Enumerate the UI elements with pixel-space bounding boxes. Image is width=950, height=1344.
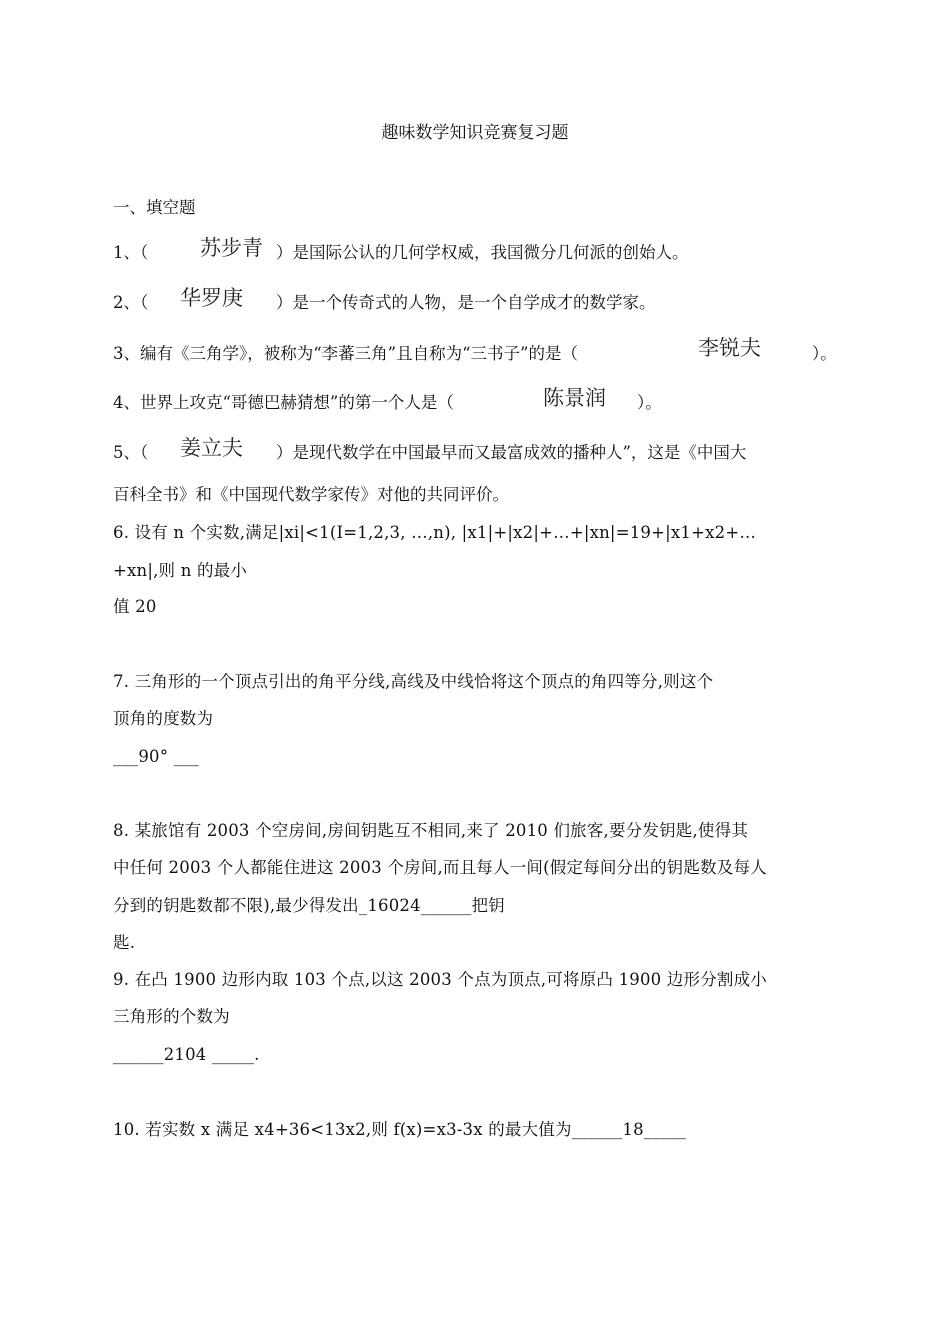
question-6-line-1: 6. 设有 n 个实数,满足|xi|<1(I=1,2,3, …,n), |x1|+|x2|+…+|xn|=19+|x1+x2+… xyxy=(113,523,757,542)
question-7-answer: ___90° ___ xyxy=(113,747,199,766)
question-5-text-line-2: 百科全书》和《中国现代数学家传》对他的共同评价。 xyxy=(113,485,509,504)
question-1-answer: 苏步青 xyxy=(200,236,263,260)
question-8-line-4: 匙. xyxy=(113,933,136,952)
question-2-answer: 华罗庚 xyxy=(180,286,243,310)
question-2-prefix: 2、（ xyxy=(113,293,149,312)
question-2-text: ）是一个传奇式的人物，是一个自学成才的数学家。 xyxy=(276,293,656,312)
question-1-text: ）是国际公认的几何学权威，我国微分几何派的创始人。 xyxy=(276,243,689,262)
question-9-line-2: 三角形的个数为 xyxy=(113,1007,230,1026)
question-6-answer: 值 20 xyxy=(113,597,157,616)
section-heading: 一、填空题 xyxy=(113,198,196,217)
question-4-answer: 陈景润 xyxy=(543,386,606,410)
question-10-line-1: 10. 若实数 x 满足 x4+36<13x2,则 f(x)=x3-3x 的最大值为______18_____ xyxy=(113,1120,687,1139)
question-7-line-2: 顶角的度数为 xyxy=(113,709,214,728)
question-4-text: 4、世界上攻克“哥德巴赫猜想”的第一个人是（ xyxy=(113,393,454,412)
question-3-answer: 李锐夫 xyxy=(698,336,761,360)
question-8-line-2: 中任何 2003 个人都能住进这 2003 个房间,而且每人一间(假定每间分出的钥匙数及每人 xyxy=(113,858,767,877)
question-5-answer: 姜立夫 xyxy=(180,436,243,460)
question-1-prefix: 1、（ xyxy=(113,243,149,262)
question-8-line-1: 8. 某旅馆有 2003 个空房间,房间钥匙互不相同,来了 2010 们旅客,要分发钥匙,使得其 xyxy=(113,821,749,840)
question-9-line-1: 9. 在凸 1900 边形内取 103 个点,以这 2003 个点为顶点,可将原凸 1900 边形分割成小 xyxy=(113,970,768,989)
question-5-text: ）是现代数学在中国最早而又最富成效的播种人”，这是《中国大 xyxy=(276,443,747,462)
question-5-prefix: 5、（ xyxy=(113,443,149,462)
question-4-suffix: ）。 xyxy=(637,393,662,412)
question-9-answer: ______2104 _____. xyxy=(113,1045,260,1064)
question-3-suffix: ）。 xyxy=(812,344,837,363)
question-8-line-3: 分到的钥匙数都不限),最少得发出_16024______把钥 xyxy=(113,896,505,915)
question-3-text: 3、编有《三角学》，被称为“李蕃三角”且自称为“三书子”的是（ xyxy=(113,344,578,363)
question-7-line-1: 7. 三角形的一个顶点引出的角平分线,高线及中线恰将这个顶点的角四等分,则这个 xyxy=(113,672,714,691)
page-title: 趣味数学知识竞赛复习题 xyxy=(381,123,569,143)
question-6-line-2: +xn|,则 n 的最小 xyxy=(113,561,248,580)
